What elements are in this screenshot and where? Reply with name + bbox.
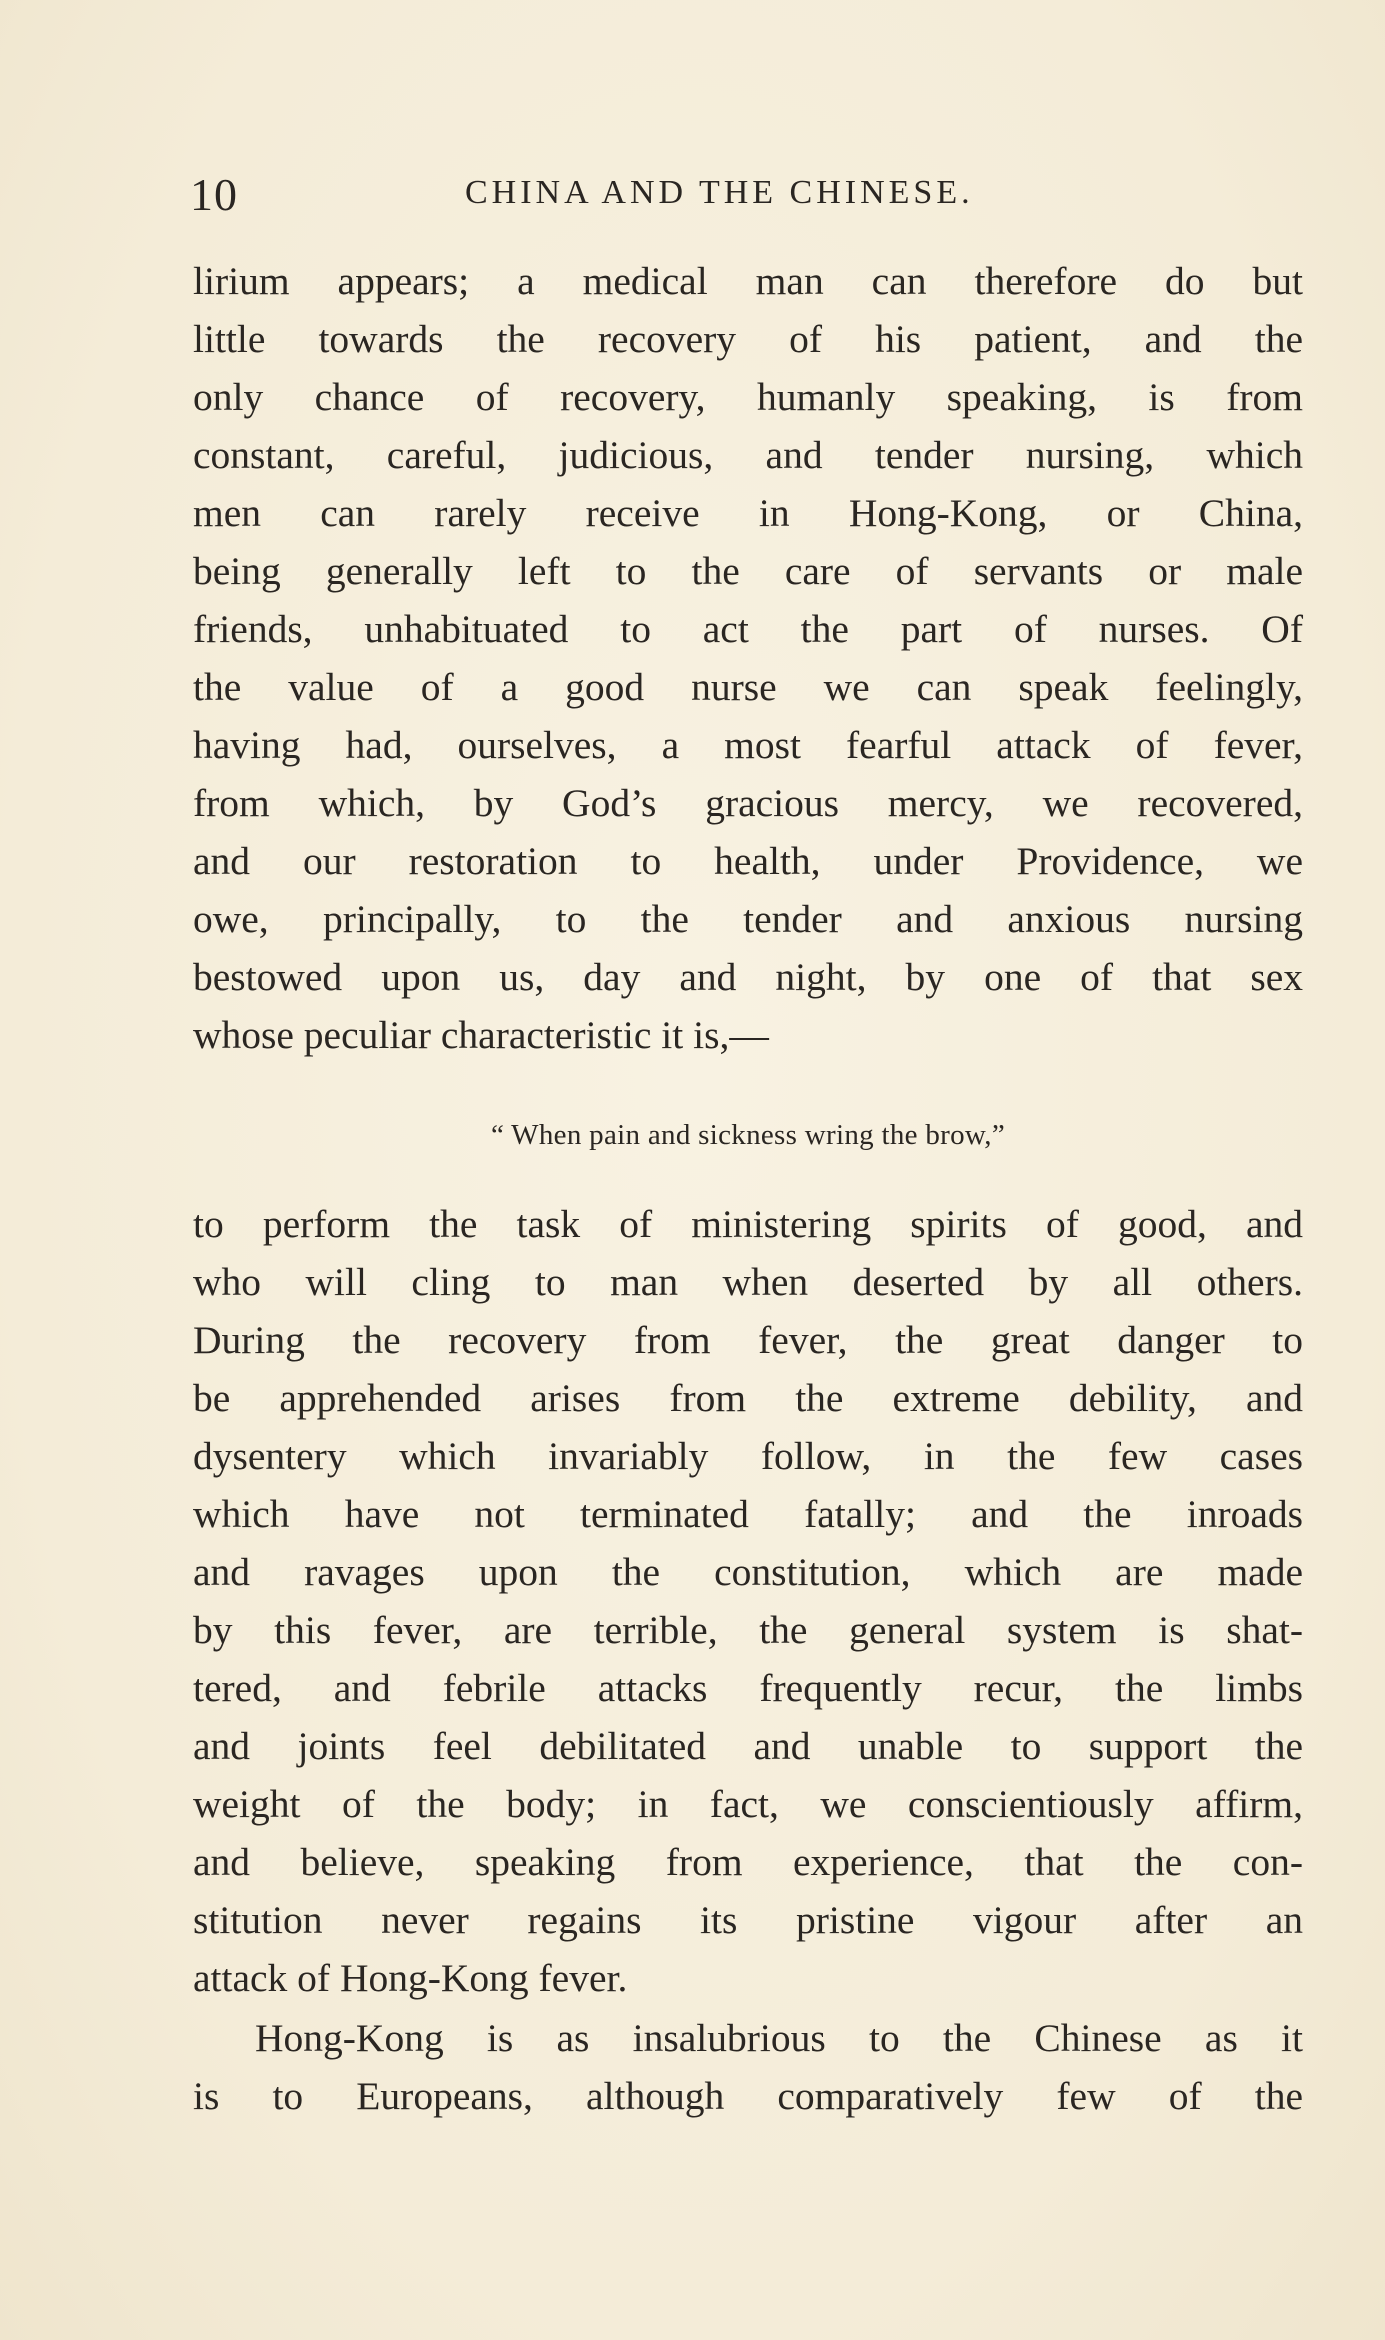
text-line: being generally left to the care of servants or male xyxy=(193,549,1303,593)
text-line: be apprehended arises from the extreme debility, and xyxy=(193,1376,1303,1420)
text-line: and ravages upon the constitution, which are made xyxy=(193,1550,1303,1594)
text-line: stitution never regains its pristine vigour after an xyxy=(193,1898,1303,1942)
text-line: having had, ourselves, a most fearful attack of fever, xyxy=(193,723,1303,767)
text-line: lirium appears; a medical man can therefore do but xyxy=(193,259,1303,303)
text-line: from which, by God’s gracious mercy, we recovered, xyxy=(193,781,1303,825)
text-line: attack of Hong-Kong fever. xyxy=(193,1956,628,2000)
text-line: weight of the body; in fact, we conscientiously affirm, xyxy=(193,1782,1303,1826)
text-line: who will cling to man when deserted by all others. xyxy=(193,1260,1303,1304)
text-line: tered, and febrile attacks frequently recur, the limbs xyxy=(193,1666,1303,1710)
running-title: CHINA AND THE CHINESE. xyxy=(465,174,974,211)
page-number: 10 xyxy=(190,169,238,220)
text-line: During the recovery from fever, the great danger to xyxy=(193,1318,1303,1362)
text-line: by this fever, are terrible, the general system is shat- xyxy=(193,1608,1303,1652)
text-line: the value of a good nurse we can speak feelingly, xyxy=(193,665,1303,709)
text-line: and joints feel debilitated and unable to support the xyxy=(193,1724,1303,1768)
text-line: to perform the task of ministering spirits of good, and xyxy=(193,1202,1303,1246)
text-line: is to Europeans, although comparatively few of the xyxy=(193,2074,1303,2118)
text-line: and believe, speaking from experience, that the con- xyxy=(193,1840,1303,1884)
text-line: friends, unhabituated to act the part of nurses. Of xyxy=(193,607,1303,651)
quotation: “ When pain and sickness wring the brow,” xyxy=(490,1119,1006,1151)
text-line: which have not terminated fatally; and the inroads xyxy=(193,1492,1303,1536)
text-line: Hong-Kong is as insalubrious to the Chinese as it xyxy=(255,2016,1303,2060)
text-line: dysentery which invariably follow, in the few cases xyxy=(193,1434,1303,1478)
text-line: constant, careful, judicious, and tender nursing, which xyxy=(193,433,1303,477)
text-line: owe, principally, to the tender and anxious nursing xyxy=(193,897,1303,941)
text-line: little towards the recovery of his patient, and the xyxy=(193,317,1303,361)
page-header xyxy=(190,168,1310,228)
text-line: whose peculiar characteristic it is,— xyxy=(193,1013,769,1057)
text-line: and our restoration to health, under Providence, we xyxy=(193,839,1303,883)
text-line: bestowed upon us, day and night, by one of that sex xyxy=(193,955,1303,999)
text-line: men can rarely receive in Hong-Kong, or China, xyxy=(193,491,1303,535)
text-line: only chance of recovery, humanly speaking, is from xyxy=(193,375,1303,419)
